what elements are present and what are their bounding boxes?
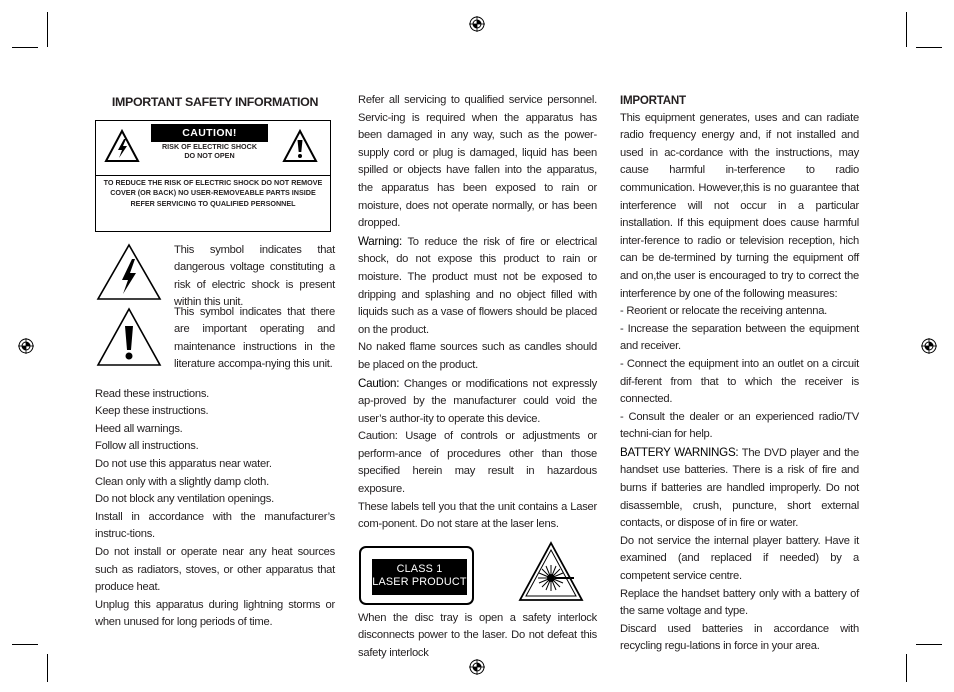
- interference-paragraph: This equipment generates, uses and can radiate radio frequency energy and, if not installed and used in ac-cordance with the instructions, may cause harmful in-terference to radio communication. However,this is no guarantee that interference will not occur in a particular installation. If this equipment does cause harmful inter-ference to radio or television reception, hich can be de-termined by turning the equipment off and on,the user is encouraged to try to correct the interference by one of the following measures:: [620, 111, 859, 300]
- instruction-list: [95, 386, 335, 632]
- laser-hazard-icon: [517, 540, 585, 604]
- laser-labels: [358, 540, 597, 608]
- symbol-row-exclamation: [95, 304, 335, 376]
- registration-mark-icon: [469, 16, 485, 32]
- instruction-item: Clean only with a slightly damp cloth.: [95, 475, 269, 488]
- service-battery-paragraph: Do not service the internal player battery. Have it examined (and replaced if needed) by a competent service centre.: [620, 534, 859, 583]
- symbol-row-lightning: [95, 242, 335, 309]
- caution-bottom-line: REFER SERVICING TO QUALIFIED PERSONNEL: [130, 198, 296, 208]
- instruction-item: Do not use this apparatus near water.: [95, 457, 272, 470]
- class1-laser-text: [372, 559, 467, 595]
- caution-risk-line: RISK OF ELECTRIC SHOCK: [161, 141, 258, 151]
- section-heading: IMPORTANT SAFETY INFORMATION: [111, 95, 319, 109]
- crop-mark: [916, 644, 942, 645]
- crop-mark: [906, 654, 907, 682]
- lightning-warning-icon: [95, 242, 163, 302]
- class1-laser-label: [359, 546, 474, 605]
- battery-warning-paragraph: [620, 444, 859, 533]
- caution-label-top: [96, 121, 330, 176]
- class1-line: CLASS 1: [396, 562, 443, 575]
- warning-paragraph: [358, 233, 597, 340]
- lightning-warning-icon: [104, 129, 140, 163]
- column-right: [620, 92, 859, 656]
- battery-warning-label: BATTERY WARNINGS:: [620, 445, 739, 459]
- important-heading: IMPORTANT: [620, 94, 686, 107]
- measure-item: - Consult the dealer or an experienced radio/TV techni-cian for help.: [620, 410, 859, 441]
- warning-text: To reduce the risk of fire or electrical shock, do not expose this product to rain or moisture. The product must not be exposed to dripping and splashing and no object filled with liquids such as a vase of flowers should be placed on the product.: [358, 235, 597, 336]
- laser-product-line: LASER PRODUCT: [372, 575, 467, 588]
- instruction-item: Heed all warnings.: [95, 422, 183, 435]
- caution-subtext: [151, 142, 268, 161]
- discard-battery-paragraph: Discard used batteries in accordance with recycling regu-lations in force in your area.: [620, 622, 859, 653]
- registration-mark-icon: [921, 338, 937, 354]
- instruction-item: Do not install or operate near any heat sources such as radiators, stoves, or other apparatus that produce heat.: [95, 545, 335, 594]
- instruction-item: Install in accordance with the manufacturer’s instruc-tions.: [95, 510, 335, 541]
- caution-label-box: [95, 120, 331, 232]
- servicing-paragraph: Refer all servicing to qualified service personnel. Servic-ing is required when the apparatus has been damaged in any way, such as the power-supply cord or plug is damaged, liquid has been spilled or objects have fallen into the apparatus, the apparatus has been exposed to rain or moisture, does not operate normally, or has been dropped.: [358, 94, 597, 230]
- crop-mark: [12, 644, 38, 645]
- column-left: [95, 92, 335, 632]
- caution-label: Caution:: [358, 376, 400, 390]
- measure-item: - Connect the equipment into an outlet on a circuit dif-ferent from that to which the receiver is connected.: [620, 357, 859, 406]
- registration-mark-icon: [18, 338, 34, 354]
- crop-mark: [12, 47, 38, 48]
- crop-mark: [47, 12, 48, 47]
- column-middle: [358, 92, 597, 663]
- caution-paragraph: [358, 375, 597, 429]
- warning-label: Warning:: [358, 234, 402, 248]
- instruction-item: Unplug this apparatus during lightning storms or when unused for long periods of time.: [95, 598, 335, 629]
- crop-mark: [916, 47, 942, 48]
- instruction-item: Follow all instructions.: [95, 440, 199, 453]
- exclamation-warning-icon: [95, 306, 163, 368]
- flame-paragraph: No naked flame sources such as candles should be placed on the product.: [358, 341, 597, 371]
- caution-bottom-line: COVER (OR BACK) NO USER-REMOVEABLE PARTS INSIDE: [110, 188, 316, 198]
- interlock-paragraph: When the disc tray is open a safety interlock disconnects power to the laser. Do not defeat this safety interlock: [358, 611, 597, 660]
- symbol-description: This symbol indicates that dangerous voltage constituting a risk of electric shock is present within this unit.: [174, 243, 335, 309]
- exclamation-warning-icon: [282, 129, 318, 163]
- measure-item: - Reorient or relocate the receiving antenna.: [620, 305, 828, 318]
- caution-heading: CAUTION!: [151, 124, 268, 142]
- instruction-item: Do not block any ventilation openings.: [95, 493, 274, 506]
- laser-labels-paragraph: These labels tell you that the unit contains a Laser com-ponent. Do not stare at the laser lens.: [358, 500, 597, 531]
- replace-battery-paragraph: Replace the handset battery only with a battery of the same voltage and type.: [620, 587, 859, 618]
- caution-label-bottom: [98, 178, 328, 210]
- crop-mark: [906, 12, 907, 47]
- measure-item: - Increase the separation between the equipment and receiver.: [620, 322, 859, 353]
- instruction-item: Keep these instructions.: [95, 405, 209, 418]
- instruction-item: Read these instructions.: [95, 387, 210, 400]
- battery-warning-text: The DVD player and the handset use batteries. There is a risk of fire and burns if batteries are handled improperly. Do not disassemble, crush, puncture, short external contacts, or dispose of in fire or water.: [620, 446, 859, 530]
- caution-text: Changes or modifications not expressly ap-proved by the manufacturer could void the user’s author-ity to operate this device.: [358, 377, 597, 425]
- crop-mark: [47, 654, 48, 682]
- caution-open-line: DO NOT OPEN: [184, 151, 235, 160]
- caution-bottom-line: TO REDUCE THE RISK OF ELECTRIC SHOCK DO NOT REMOVE: [103, 177, 323, 187]
- symbol-description: This symbol indicates that there are important operating and maintenance instructions in the literature accompa-nying this unit.: [174, 305, 335, 371]
- controls-paragraph: Caution: Usage of controls or adjustments or perform-ance of procedures other than those specified herein may result in hazardous exposure.: [358, 430, 597, 496]
